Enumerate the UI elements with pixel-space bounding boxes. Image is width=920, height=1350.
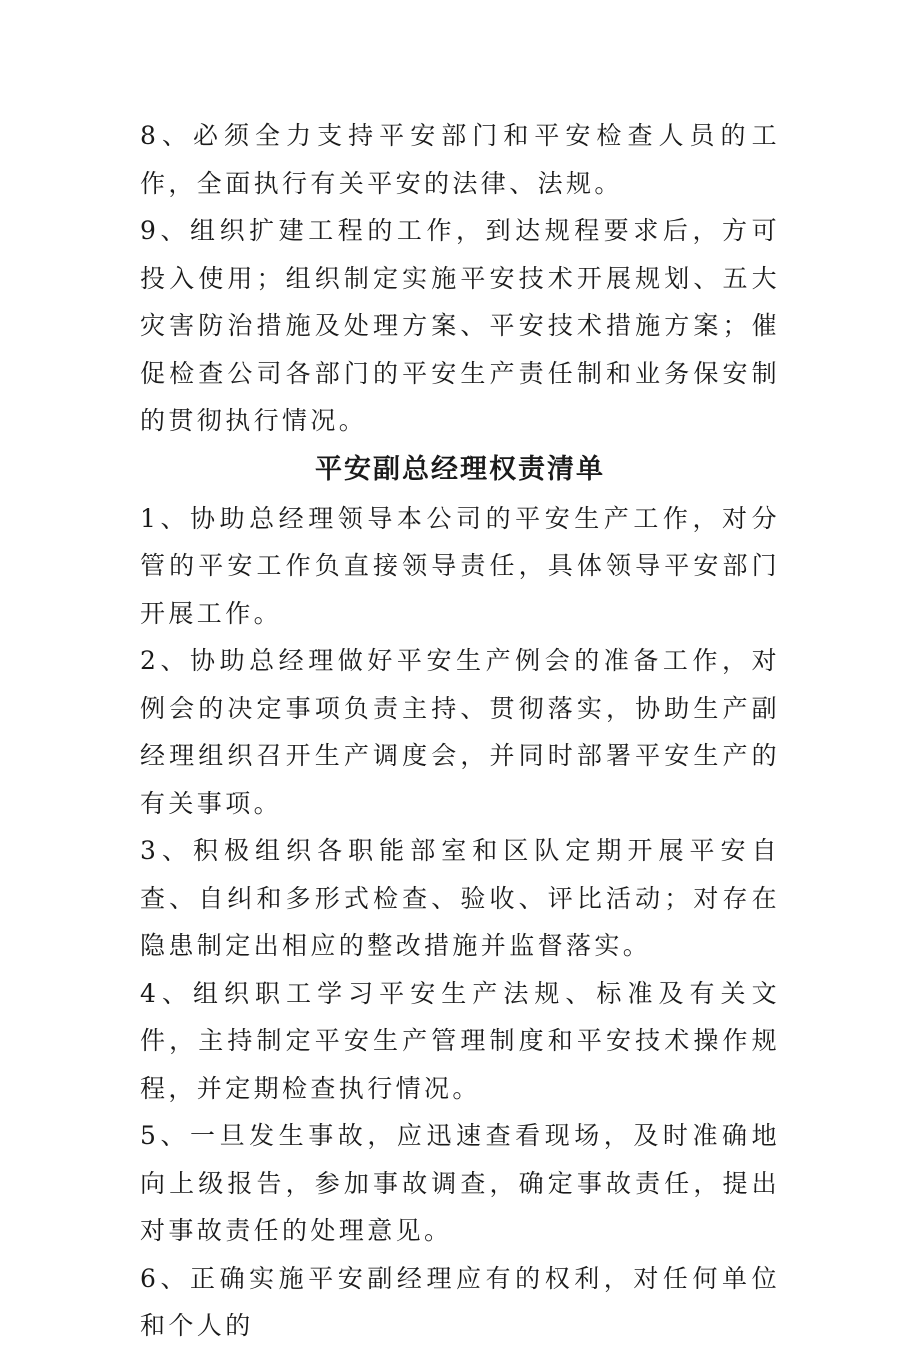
list-item-5: 5、一旦发生事故，应迅速查看现场，及时准确地向上级报告，参加事故调查，确定事故责任，提出对事故责任的处理意见。: [140, 1121, 780, 1245]
list-item-3: 3、积极组织各职能部室和区队定期开展平安自查、自纠和多形式检查、验收、评比活动；对存在隐患制定出相应的整改措施并监督落实。: [140, 836, 780, 960]
list-item-1: 1、协助总经理领导本公司的平安生产工作，对分管的平安工作负直接领导责任，具体领导平安部门开展工作。: [140, 503, 780, 628]
list-item-9: 9、组织扩建工程的工作，到达规程要求后，方可投入使用；组织制定实施平安技术开展规划、五大灾害防治措施及处理方案、平安技术措施方案；催促检查公司各部门的平安生产责任制和业务保安制的贯彻执行情况。: [140, 216, 780, 435]
document-body: [140, 112, 780, 1350]
list-item-4: 4、组织职工学习平安生产法规、标准及有关文件，主持制定平安生产管理制度和平安技术操作规程，并定期检查执行情况。: [140, 978, 780, 1103]
list-item-6: 6、正确实施平安副经理应有的权利，对任何单位和个人的: [140, 1263, 780, 1340]
section-title: 平安副总经理权责清单: [315, 453, 605, 485]
list-item-2: 2、协助总经理做好平安生产例会的准备工作，对例会的决定事项负责主持、贯彻落实，协助生产副经理组织召开生产调度会，并同时部署平安生产的有关事项。: [140, 646, 780, 818]
list-item-8: 8、必须全力支持平安部门和平安检查人员的工作，全面执行有关平安的法律、法规。: [140, 121, 780, 198]
